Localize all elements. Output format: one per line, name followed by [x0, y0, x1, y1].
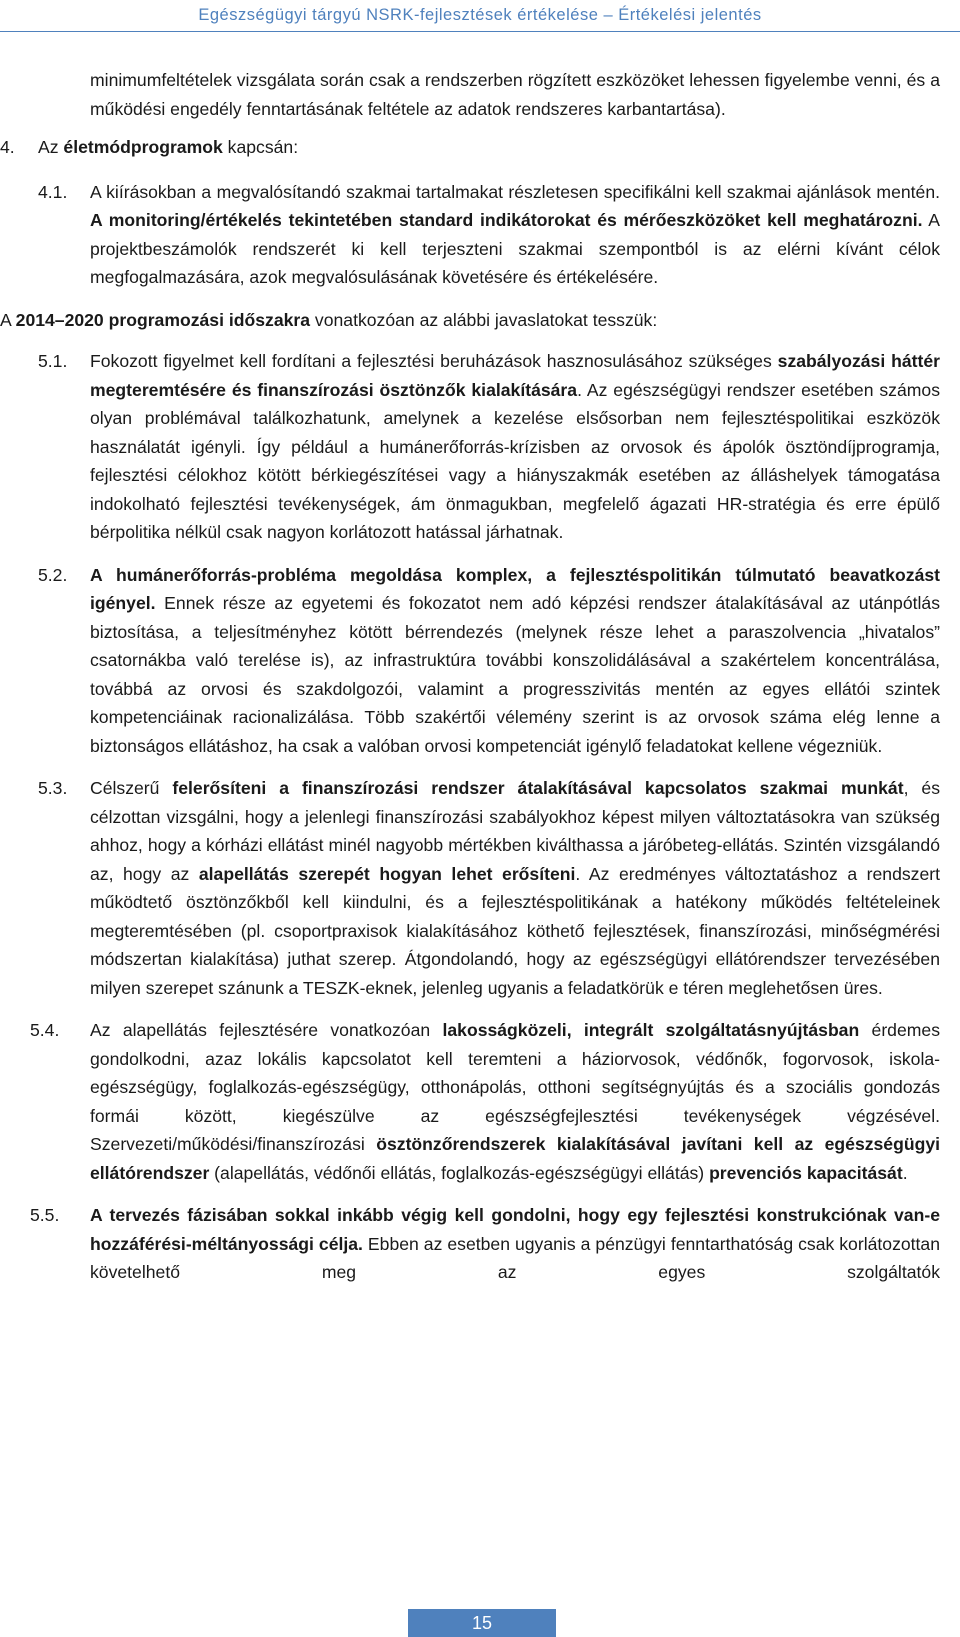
item-4-bold: életmódprogramok: [63, 137, 223, 157]
item-5-4-b3: prevenciós kapacitását: [709, 1162, 903, 1183]
page-number-badge: 15: [408, 1609, 556, 1637]
item-5-5-number: 5.5.: [30, 1205, 60, 1225]
item-5-1-number: 5.1.: [38, 351, 68, 371]
item-4: [0, 133, 940, 162]
period-post: vonatkozóan az alábbi javaslatokat tesszük:: [310, 309, 658, 330]
item-5-3-text: [90, 774, 940, 1002]
item-5-2-b1: A humánerőforrás-probléma megoldása komplex, a fejlesztéspolitikán túlmutató beavatkozást igényel.: [90, 564, 940, 613]
period-pre: A: [0, 309, 16, 330]
item-5-5-t1: Ebben az esetben ugyanis a pénzügyi fenntarthatóság csak korlátozottan követelhető meg az egyes szolgáltatók: [90, 1233, 941, 1282]
item-5-4-text: [90, 1016, 940, 1187]
item-4-1-b1: A monitoring/értékelés tekintetében standard indikátorokat és mérőeszközöket kell meghatározni.: [90, 210, 923, 230]
item-5-3-t3: . Az eredményes változtatáshoz a rendszert működtető ösztönzőkből kell kiindulni, és a fejlesztéspolitikának a hatékony működés feltételeinek megteremtésében (pl. csoportpraxisok kialakításához köthető fejlesztések, finanszírozási, minőségmérési módszertan kialakítása) juthat szerep. Átgondolandó, hogy az egészségügyi ellátórendszer tervezésében milyen szerepet szánunk a TESZK-eknek, jelenleg ugyanis a feladatkörük e téren meglehetősen üres.: [90, 863, 940, 998]
item-5-4: [0, 1016, 940, 1187]
item-4-1-t2: A projektbeszámolók rendszerét ki kell terjeszteni szakmai szempontból is az elérni kívánt célok megfogalmazására, azok megvalósulásának követésére és értékelésére.: [90, 210, 941, 287]
item-5-4-t2: érdemes gondolkodni, azaz lokális kapcsolatot kell teremteni a háziorvosok, védőnők, fogorvosok, iskola-egészségügy, foglalkozás-egészségügy, otthonápolás, otthoni segítségnyújtás és a szociális gondozás formái között, kiegészülve az egészségfejlesztési tevékenységek végzésével. Szervezeti/működési/finanszírozási: [90, 1020, 940, 1154]
item-5-3: [0, 774, 940, 1002]
item-5-1: [0, 347, 940, 547]
item-5-4-t4: .: [902, 1162, 908, 1183]
page-body: [0, 66, 960, 1287]
item-5-4-t1: Az alapellátás fejlesztésére vonatkozóan: [90, 1020, 443, 1040]
item-4-1: [0, 178, 940, 292]
item-5-4-b1: lakosságközeli, integrált szolgáltatásnyújtásban: [442, 1020, 860, 1040]
intro-paragraph: minimumfeltételek vizsgálata során csak a rendszerben rögzített eszközöket lehessen figyelembe venni, és a működési engedély fenntartásának feltétele az adatok rendszeres karbantartása).: [90, 70, 940, 119]
item-5-5: [0, 1201, 940, 1287]
item-5-5-text: [90, 1201, 940, 1287]
item-5-4-number: 5.4.: [30, 1020, 60, 1040]
item-4-1-number: 4.1.: [38, 181, 68, 202]
item-5-3-t2: , és célzottan vizsgálni, hogy a jelenlegi finanszírozási szabályokhoz képest milyen változtatásokra van szükség ahhoz, hogy a kórházi ellátást minél nagyobb mértékben kiválthassa a járóbeteg-ellátás. Szintén vizsgálandó az, hogy az: [90, 778, 941, 884]
running-header: Egészségügyi tárgyú NSRK-fejlesztések értékelése – Értékelési jelentés: [0, 6, 960, 32]
item-5-3-number: 5.3.: [38, 778, 68, 798]
item-5-1-t1: Fokozott figyelmet kell fordítani a fejlesztési beruházások hasznosulásához szükséges: [90, 351, 778, 371]
item-5-2-t1: Ennek része az egyetemi és fokozatot nem adó képzési rendszer átalakításával az utánpótlás biztosítása, a teljesítményhez kötött bérrendezés (melynek része lehet a paraszolvencia „hivatalos” csatornákba való terelése is), az infrastruktúra további konszolidálásával a szakértelem koncentrálása, továbbá az orvosi és szakdolgozói, valamint a progresszivitás mentén az egyes ellátói szintek kompetenciáinak racionalizálása. Több szakértői vélemény szerint is az orvosok száma elég lenne a biztonságos ellátáshoz, ha csak a valóban orvosi kompetenciát igénylő feladatokat kellene végezniük.: [90, 593, 940, 756]
item-5-2: [0, 561, 940, 761]
item-4-1-t1: A kiírásokban a megvalósítandó szakmai tartalmakat részletesen specifikálni kell szakmai ajánlások mentén.: [90, 181, 940, 202]
item-5-4-b2: ösztönzőrendszerek kialakításával javítani kell az egészségügyi ellátórendszer: [90, 1134, 941, 1183]
item-5-3-b2: alapellátás szerepét hogyan lehet erősíteni: [198, 863, 576, 884]
item-5-1-b1: szabályozási háttér megteremtésére és finanszírozási ösztönzők kialakítására: [90, 351, 940, 400]
period-bold: 2014–2020 programozási időszakra: [15, 309, 311, 330]
item-4-post: kapcsán:: [222, 137, 299, 157]
period-paragraph: [0, 306, 940, 335]
item-5-2-text: [90, 561, 940, 761]
item-5-1-t2: . Az egészségügyi rendszer esetében számos olyan problémával találkozhatunk, amelynek a kezelése elsősorban nem fejlesztéspolitikai eszközök használatát igényli. Így például a humánerőforrás-krízisben az orvosok és ápolók ösztöndíjprogramja, fejlesztési célokhoz kötött bérkiegészítései vagy a hiányszakmák esetében az álláshelyek támogatása indokolható fejlesztési tevékenységek, ám önmagukban, megfelelő ágazati HR-stratégia és erre épülő bérpolitika nélkül csak nagyon korlátozott hatással járhatnak.: [90, 379, 940, 542]
item-4-pre: Az: [38, 137, 64, 157]
item-5-3-b1: felerősíteni a finanszírozási rendszer átalakításával kapcsolatos szakmai munkát: [172, 778, 904, 798]
item-5-4-t3: (alapellátás, védőnői ellátás, foglalkozás-egészségügyi ellátás): [209, 1162, 710, 1183]
item-4-1-text: [90, 178, 940, 292]
item-5-5-b1: A tervezés fázisában sokkal inkább végig kell gondolni, hogy egy fejlesztési konstrukciónak van-e hozzáférési-méltányossági célja.: [90, 1205, 940, 1254]
item-4-number: 4.: [0, 137, 15, 157]
item-4-text: [38, 133, 940, 162]
item-5-1-text: [90, 347, 940, 547]
item-5-3-t1: Célszerű: [90, 778, 173, 798]
item-5-2-number: 5.2.: [38, 564, 68, 585]
